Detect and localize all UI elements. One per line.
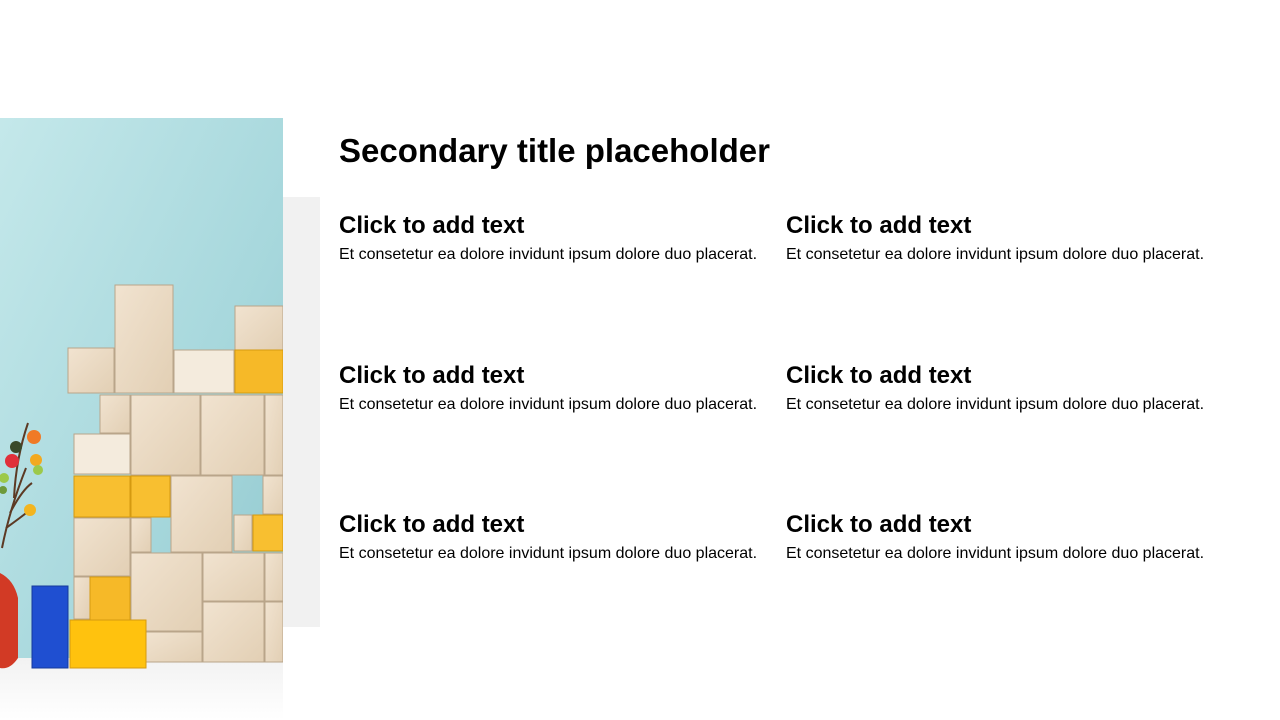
text-block-3[interactable]: [339, 359, 779, 415]
text-block-2[interactable]: [786, 209, 1226, 265]
text-block-heading[interactable]: Click to add text: [786, 511, 972, 538]
text-block-body[interactable]: Et consetetur ea dolore invidunt ipsum dolore duo placerat.: [339, 545, 758, 562]
text-block-heading[interactable]: Click to add text: [786, 362, 972, 389]
slide-title: Secondary title placeholder: [339, 132, 770, 169]
text-block-body[interactable]: Et consetetur ea dolore invidunt ipsum dolore duo placerat.: [339, 396, 758, 413]
text-block-heading[interactable]: Click to add text: [339, 362, 525, 389]
text-block-body[interactable]: Et consetetur ea dolore invidunt ipsum dolore duo placerat.: [786, 396, 1205, 413]
text-block-6[interactable]: [786, 508, 1226, 564]
blocks-photo: [0, 118, 283, 720]
text-block-body[interactable]: Et consetetur ea dolore invidunt ipsum dolore duo placerat.: [786, 545, 1205, 562]
text-block-body[interactable]: Et consetetur ea dolore invidunt ipsum dolore duo placerat.: [786, 246, 1205, 263]
accent-panel: [283, 197, 320, 627]
text-block-4[interactable]: [786, 359, 1226, 415]
text-block-heading[interactable]: Click to add text: [339, 511, 525, 538]
text-block-1[interactable]: [339, 209, 779, 265]
text-grid: [339, 209, 1239, 589]
text-block-heading[interactable]: Click to add text: [786, 212, 972, 239]
text-block-5[interactable]: [339, 508, 779, 564]
text-block-body[interactable]: Et consetetur ea dolore invidunt ipsum dolore duo placerat.: [339, 246, 758, 263]
text-block-heading[interactable]: Click to add text: [339, 212, 525, 239]
